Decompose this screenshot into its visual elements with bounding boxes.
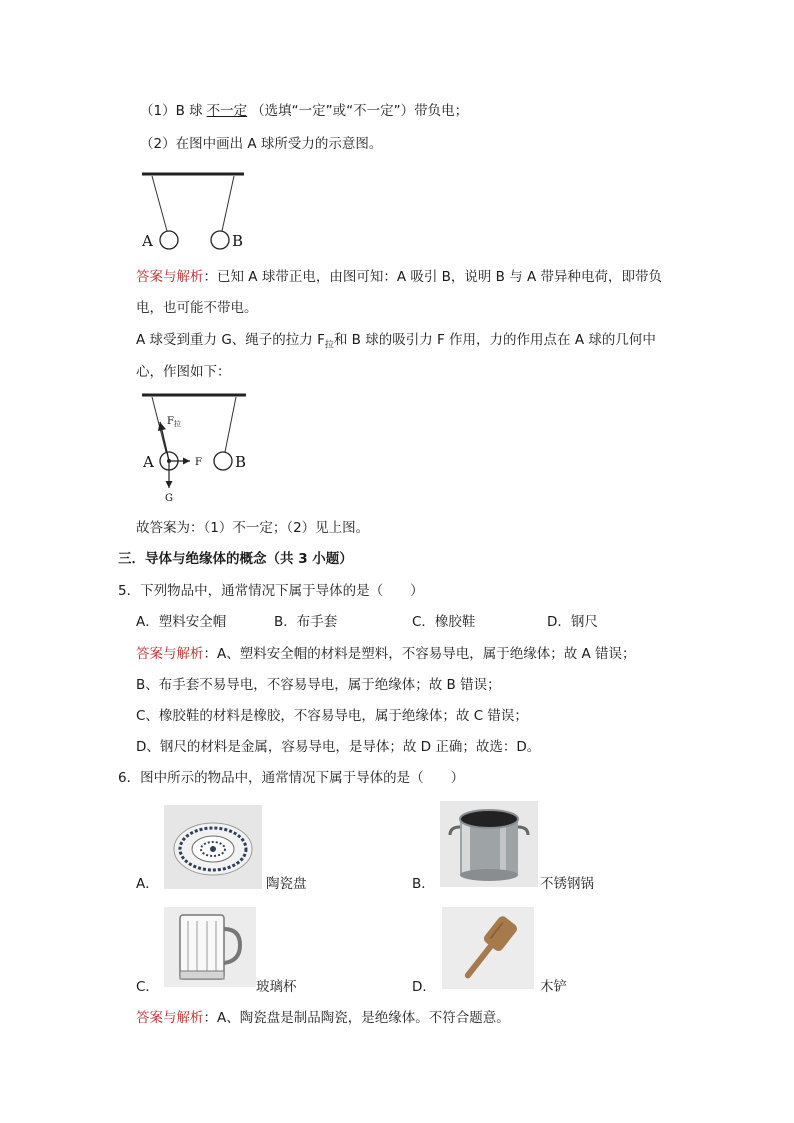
ball-b <box>211 231 229 249</box>
hanging-balls-figure <box>138 168 258 252</box>
option-d-letter: D． <box>412 979 436 995</box>
analysis-label: 答案与解析 <box>136 269 204 285</box>
part-1-prefix: （1）B 球 <box>140 103 203 119</box>
answer-line: 故答案为：（1）不一定；（2）见上图。 <box>136 520 370 536</box>
glass-mug-icon <box>164 907 256 987</box>
analysis-text: ：已知 A 球带正电，由图可知：A 吸引 B，说明 B 与 A 带异种电荷，即带负 <box>203 269 663 285</box>
wooden-spatula-icon <box>442 907 534 989</box>
gravity-label: G <box>165 493 173 504</box>
analysis-text: A 球受到重力 G、绳子的拉力 F <box>136 332 325 348</box>
question-part-2: （2）在图中画出 A 球所受力的示意图。 <box>140 136 383 152</box>
label-b: B <box>235 453 247 471</box>
string-a <box>152 397 166 452</box>
force-diagram-figure <box>138 388 258 506</box>
tension-sub: 拉 <box>173 420 181 428</box>
option-b-letter: B． <box>412 876 435 892</box>
option-a: A．塑料安全帽 <box>136 614 227 630</box>
string-b <box>225 397 236 452</box>
string-a <box>152 176 167 231</box>
ball-b <box>214 452 232 470</box>
option-b: B．布手套 <box>274 614 338 630</box>
option-d: D．钢尺 <box>547 614 598 630</box>
analysis-line: B、布手套不易导电，不容易导电，属于绝缘体；故 B 错误； <box>136 677 501 693</box>
ball-a <box>160 231 178 249</box>
tension-f: F <box>167 416 174 427</box>
option-a-letter: A． <box>136 876 159 892</box>
string-b <box>222 176 234 231</box>
part-1-suffix: （选填“一定”或“不一定”）带负电； <box>251 103 469 119</box>
analysis-text: 和 B 球的吸引力 F 作用，力的作用点在 A 球的几何中 <box>333 332 656 348</box>
option-b-caption: 不锈钢锅 <box>540 876 594 892</box>
analysis-text: ：A、塑料安全帽的材料是塑料，不容易导电，属于绝缘体；故 A 错误； <box>203 646 636 662</box>
analysis-line: D、钢尺的材料是金属，容易导电，是导体；故 D 正确；故选：D。 <box>136 739 541 755</box>
option-d-caption: 木铲 <box>540 979 567 995</box>
analysis-line: C、橡胶鞋的材料是橡胶，不容易导电，属于绝缘体；故 C 错误； <box>136 708 528 724</box>
tension-label <box>167 416 181 428</box>
analysis-line <box>136 330 656 356</box>
analysis-text: ：A、陶瓷盘是制品陶瓷，是绝缘体。不符合题意。 <box>203 1010 510 1026</box>
option-a-caption: 陶瓷盘 <box>266 876 307 892</box>
steel-pot-icon <box>440 801 538 887</box>
question-stem: 5．下列物品中，通常情况下属于导体的是（ ） <box>118 583 424 599</box>
label-a: A <box>142 232 153 250</box>
section-title: 三．导体与绝缘体的概念（共 3 小题） <box>118 551 353 567</box>
label-b: B <box>232 232 244 250</box>
attraction-label: F <box>195 457 202 468</box>
answer-blank: 不一定 <box>206 103 248 119</box>
analysis-label: 答案与解析 <box>136 646 204 662</box>
analysis-label: 答案与解析 <box>136 1010 204 1026</box>
analysis-line: 心，作图如下： <box>136 364 231 380</box>
option-c-caption: 玻璃杯 <box>256 979 297 995</box>
analysis-line <box>136 1008 510 1028</box>
subscript: 拉 <box>324 340 334 351</box>
ceramic-plate-icon <box>164 805 262 889</box>
option-c: C．橡胶鞋 <box>412 614 476 630</box>
question-stem: 6．图中所示的物品中，通常情况下属于导体的是（ ） <box>118 770 465 786</box>
analysis-line <box>136 644 636 664</box>
analysis-line: 电，也可能不带电。 <box>136 300 258 316</box>
option-c-letter: C． <box>136 979 159 995</box>
label-a: A <box>143 453 154 471</box>
question-part-1 <box>140 101 468 121</box>
analysis-line <box>136 267 662 287</box>
